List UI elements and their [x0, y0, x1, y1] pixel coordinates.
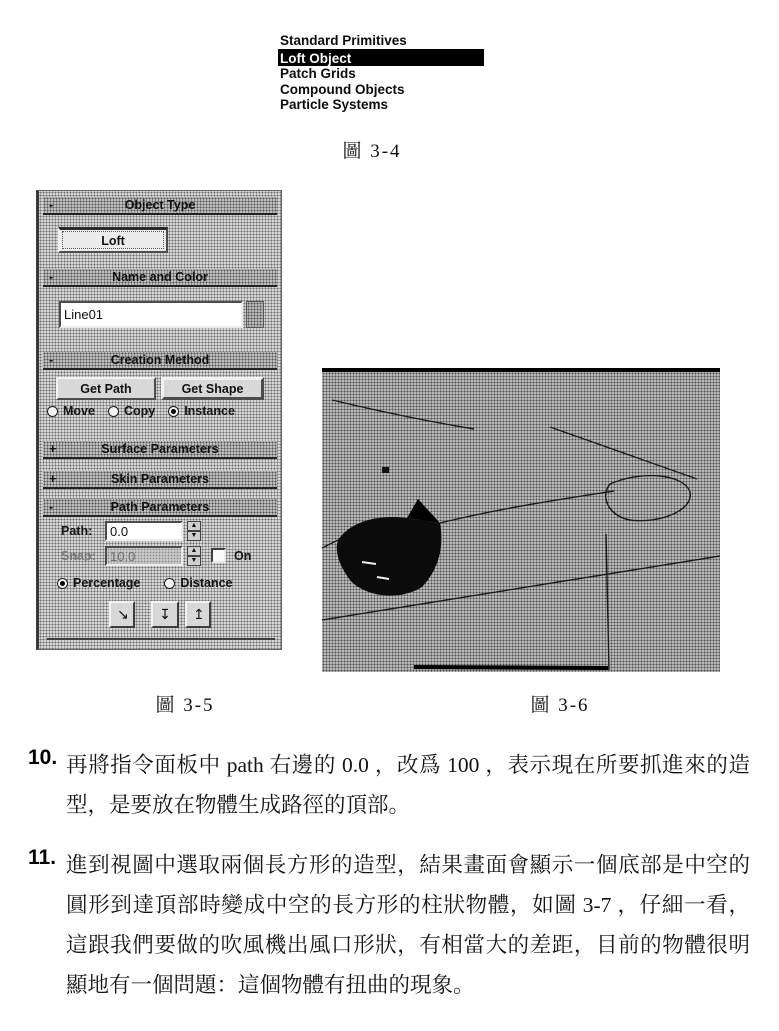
dropdown-item-compound-objects[interactable]: Compound Objects	[280, 81, 405, 97]
primitive-category-dropdown	[278, 33, 484, 113]
dropdown-item-patch-grids[interactable]: Patch Grids	[280, 66, 356, 81]
step-text: 再將指令面板中 path 右邊的 0.0 ，改爲 100 ，表示現在所要抓進來的造型，是要放在物體生成路徑的頂部。	[66, 753, 750, 817]
viewport-screenshot	[322, 368, 720, 672]
radio-icon	[47, 406, 58, 417]
radio-label: Distance	[180, 576, 233, 590]
path-level-radio-group	[57, 576, 279, 590]
path-label: Path:	[61, 524, 93, 538]
creation-clone-radio-group	[47, 404, 277, 418]
expand-icon: +	[49, 472, 57, 486]
radio-icon	[164, 578, 175, 589]
snap-value-input	[105, 546, 183, 566]
radio-icon	[57, 578, 68, 589]
radio-label: Percentage	[73, 576, 141, 590]
spinner-down-icon[interactable]: ▼	[187, 531, 201, 541]
radio-percentage[interactable]	[57, 576, 140, 590]
path-spinner[interactable]	[187, 521, 201, 541]
get-shape-button[interactable]: Get Shape	[161, 377, 264, 400]
radio-copy[interactable]	[108, 404, 155, 418]
rollout-name-and-color[interactable]	[43, 269, 277, 287]
object-name-input[interactable]	[59, 301, 243, 328]
loft-button[interactable]: Loft	[58, 227, 168, 253]
next-shape-icon: ↥	[193, 607, 205, 623]
previous-shape-button[interactable]	[151, 601, 179, 628]
previous-shape-icon: ↧	[159, 607, 171, 623]
rollout-creation-method[interactable]	[43, 352, 277, 370]
rollout-skin-parameters[interactable]	[43, 471, 277, 489]
next-shape-button[interactable]	[185, 601, 211, 628]
collapse-icon: -	[49, 270, 54, 284]
snap-on-label: On	[234, 549, 252, 563]
loft-object-blob	[337, 517, 442, 596]
step-text: 進到視圖中選取兩個長方形的造型，結果畫面會顯示一個底部是中空的圓形到達頂部時變成中空的長方形的柱狀物體，如圖 3-7 ，仔細一看，這跟我們要做的吹風機出風口形狀，有相當大的差距，目前的物體很明顯地有一個問題：這個物體有扭曲的現象。	[66, 853, 750, 997]
expand-icon: +	[49, 442, 57, 456]
get-path-button[interactable]: Get Path	[56, 377, 156, 400]
dropdown-item-standard-primitives[interactable]: Standard Primitives	[278, 33, 484, 51]
radio-label: Move	[63, 404, 95, 418]
step-number: 11.	[28, 846, 57, 869]
step-number: 10.	[28, 746, 58, 769]
dropdown-item-particle-systems[interactable]: Particle Systems	[280, 97, 389, 112]
rollout-label: Surface Parameters	[101, 442, 219, 456]
dropdown-item-loft-object[interactable]: Loft Object	[278, 51, 484, 67]
rollout-label: Creation Method	[110, 353, 210, 367]
radio-distance[interactable]	[164, 576, 232, 590]
snap-on-checkbox[interactable]	[211, 548, 226, 563]
collapse-icon: -	[49, 500, 54, 514]
step-10	[28, 745, 750, 825]
collapse-icon: -	[49, 198, 54, 212]
viewport-drawing	[322, 372, 720, 672]
vertex-mark	[382, 467, 389, 473]
pick-shape-button[interactable]	[109, 601, 135, 628]
snap-label: Snap:	[61, 549, 96, 563]
figure-caption-3-5: 圖 3-5	[155, 695, 215, 716]
step-11	[28, 845, 750, 1005]
spinner-up-icon[interactable]: ▲	[187, 521, 201, 531]
figure-caption-3-6: 圖 3-6	[530, 695, 590, 716]
radio-label: Instance	[184, 404, 235, 418]
snap-spinner[interactable]	[187, 546, 201, 566]
path-value-input[interactable]	[105, 521, 183, 541]
rollout-label: Name and Color	[112, 270, 208, 284]
radio-icon	[108, 406, 119, 417]
rollout-surface-parameters[interactable]	[43, 441, 277, 459]
radio-label: Copy	[123, 404, 156, 418]
rollout-object-type[interactable]	[43, 197, 277, 215]
spinner-down-icon[interactable]: ▼	[187, 556, 201, 566]
collapse-icon: -	[49, 353, 54, 367]
viewport-edge	[414, 667, 608, 668]
rollout-path-parameters[interactable]	[43, 499, 277, 517]
rollout-label: Skin Parameters	[111, 472, 209, 486]
spinner-up-icon[interactable]: ▲	[187, 546, 201, 556]
radio-instance[interactable]	[168, 404, 235, 418]
figure-caption-3-4: 圖 3-4	[342, 141, 402, 162]
rollout-label: Object Type	[124, 198, 196, 212]
panel-divider	[47, 638, 275, 640]
object-color-swatch[interactable]	[246, 301, 264, 328]
command-panel	[36, 190, 282, 650]
pick-shape-icon: ↘	[117, 607, 129, 623]
radio-move[interactable]	[47, 404, 95, 418]
radio-icon	[168, 406, 179, 417]
rollout-label: Path Parameters	[110, 500, 210, 514]
